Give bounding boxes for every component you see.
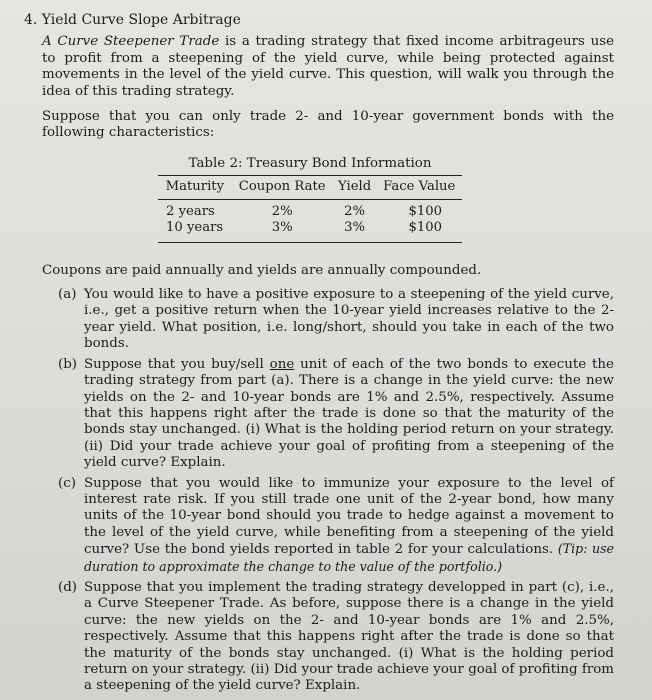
part-d-text: Suppose that you implement the trading strategy developped in part (c), i.e., a Curve Steepener Trade. As before, suppose there is a change in the yield curve: the new yields on the 2- and 10-year bonds are 1% and 2.5%, respectively. Assume that this happens right after the trade is done so that the maturity of the bonds stay unchanged. (i) What is the holding period return on your strategy. (ii) Did your trade achieve your goal of profiting from a steepening of the yield curve? Explain.	[84, 579, 614, 694]
cell-yield: 3%	[344, 220, 366, 236]
coupon-note: Coupons are paid annually and yields are annually compounded.	[42, 262, 482, 278]
table-row	[158, 220, 462, 242]
cell-face-value: $100	[408, 203, 442, 219]
part-a-text: You would like to have a positive exposure to a steepening of the yield curve, i.e., get a positive return when the 10-year yield increases relative to the 2-year yield. What position, i.e. long/short, should you take in each of the two bonds.	[84, 287, 614, 352]
question-4	[24, 12, 614, 699]
part-d	[58, 580, 614, 695]
part-b-text-after: unit of each of the two bonds to execute the trading strategy from part (a). There is a change in the yield curve: the new yields on the 2- and 10-year bonds are 1% and 2.5%, respectively. Assume that this happens right after the trade is done so that the maturity of the bonds stay unchanged. (i) What is the holding period return on your strategy. (ii) Did your trade achieve your goal of profiting from a steepening of the yield curve? Explain.	[84, 356, 614, 471]
intro-text: is a trading strategy that fixed income arbitrageurs use to profit from a steepening of the yield curve, while being protected against movements in the level of the yield curve. This question, will walk you through the idea of this trading strategy.	[42, 34, 614, 99]
question-title: 4. Yield Curve Slope Arbitrage	[24, 12, 241, 28]
part-a	[58, 287, 614, 353]
setup-paragraph: Suppose that you can only trade 2- and 10-year government bonds with the following characteristics:	[42, 109, 614, 141]
header-face-value: Face Value	[383, 179, 456, 195]
intro-paragraph	[42, 34, 614, 100]
part-c-text: Suppose that you would like to immunize your exposure to the level of interest rate risk. If you still trade one unit of the 2-year bond, how many units of the 10-year bond should you trade to hedge against a movement to the level of the yield curve, while benefiting from a steepening of the yield curve? Use the bond yields reported in table 2 for your calculations.	[84, 475, 614, 558]
intro-emphasis: A Curve Steepener Trade	[42, 34, 220, 50]
header-maturity: Maturity	[165, 179, 225, 195]
cell-maturity: 10 years	[166, 220, 224, 236]
part-c-tip: (Tip: use duration to approximate the change to the value of the portfolio.)	[84, 541, 614, 574]
question-parts	[58, 287, 614, 695]
treasury-bond-table	[158, 175, 462, 242]
part-b-label: (b)	[58, 356, 78, 372]
cell-coupon-rate: 2%	[271, 203, 293, 219]
part-c	[58, 476, 614, 576]
bond-table-block	[158, 156, 462, 243]
part-b-underlined: one	[269, 356, 295, 372]
table-header-row	[158, 176, 462, 199]
part-c-label: (c)	[58, 475, 76, 491]
part-b	[58, 357, 614, 472]
header-coupon-rate: Coupon Rate	[238, 179, 326, 195]
table-caption: Table 2: Treasury Bond Information	[188, 155, 432, 171]
part-d-label: (d)	[58, 579, 78, 595]
header-yield: Yield	[338, 179, 372, 195]
cell-face-value: $100	[408, 220, 442, 236]
cell-coupon-rate: 3%	[271, 220, 293, 236]
part-b-text-before: Suppose that you buy/sell	[84, 356, 270, 372]
cell-yield: 2%	[344, 203, 366, 219]
cell-maturity: 2 years	[166, 203, 215, 219]
table-row	[158, 199, 462, 220]
part-a-label: (a)	[58, 287, 77, 303]
